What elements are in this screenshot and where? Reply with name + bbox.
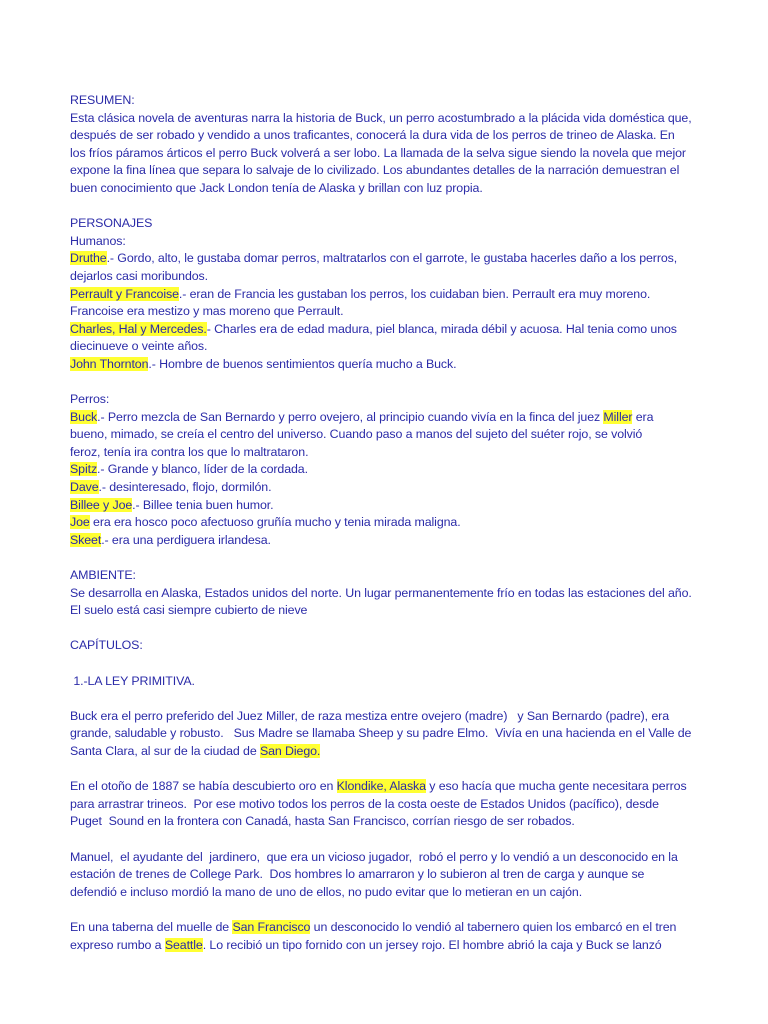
character-name-highlight: Perrault y Francoise	[70, 286, 179, 301]
resumen-line: los fríos páramos árticos el perro Buck volverá a ser lobo. La llamada de la selva sigue siendo la novela que mejor	[70, 145, 686, 160]
place-name-highlight: Miller	[603, 409, 633, 424]
character-entry	[70, 461, 720, 479]
paragraph-line	[70, 937, 720, 955]
humanos-label: Humanos:	[70, 233, 126, 248]
character-name-highlight: Billee y Joe	[70, 497, 133, 512]
paragraph-line: grande, saludable y robusto. Sus Madre se llamaba Sheep y su padre Elmo. Vivía en una hacienda en el Valle de	[70, 726, 692, 741]
character-entry	[70, 286, 720, 304]
paragraph-line: Manuel, el ayudante del jardinero, que era un vicioso jugador, robó el perro y lo vendió a un desconocido en la	[70, 849, 678, 864]
character-description: - Charles era de edad madura, piel blanca, mirada débil y acuosa. Hal tenia como unos	[206, 321, 677, 336]
character-entry	[70, 356, 720, 374]
paragraph-line: estación de trenes de College Park. Dos hombres lo amarraron y lo subieron al tren de carga y aunque se	[70, 867, 645, 882]
chapter-paragraph	[70, 849, 720, 902]
character-name-highlight: Charles, Hal y Mercedes.	[70, 321, 207, 336]
character-description: dejarlos casi moribundos.	[70, 268, 208, 283]
resumen-line: después de ser robado y vendido a unos traficantes, conocerá la dura vida de los perros de trineo de Alaska. En	[70, 128, 675, 143]
paragraph-line: para arrastrar trineos. Por ese motivo todos los perros de la costa oeste de Estados Unidos (pacífico), desde	[70, 796, 659, 811]
character-name-highlight: Buck	[70, 409, 98, 424]
capitulos-heading: CAPÍTULOS:	[70, 638, 143, 653]
ambiente-section	[70, 567, 720, 620]
character-entry	[70, 409, 720, 427]
character-description: .- Perro mezcla de San Bernardo y perro ovejero, al principio cuando vivía en la finca del juez	[97, 409, 604, 424]
character-description: .- era una perdiguera irlandesa.	[101, 532, 271, 547]
chapter-paragraph	[70, 919, 720, 954]
character-description: bueno, mimado, se creía el centro del universo. Cuando paso a manos del sujeto del suéter rojo, se volvió	[70, 427, 643, 442]
paragraph-text: Santa Clara, al sur de la ciudad de	[70, 743, 260, 758]
paragraph-text: En el otoño de 1887 se había descubierto oro en	[70, 779, 337, 794]
paragraph-line	[70, 778, 720, 796]
character-description: Francoise era mestizo y mas moreno que Perrault.	[70, 304, 344, 319]
paragraph-text: expreso rumbo a	[70, 937, 165, 952]
chapter-paragraph	[70, 708, 720, 761]
paragraph-line	[70, 743, 720, 761]
character-entry	[70, 479, 720, 497]
paragraph-text: y eso hacía que mucha gente necesitara perros	[425, 779, 687, 794]
character-entry	[70, 497, 720, 515]
character-description: .- eran de Francia les gustaban los perros, los cuidaban bien. Perrault era muy moreno.	[178, 286, 651, 301]
character-description: .- Grande y blanco, líder de la cordada.	[97, 462, 308, 477]
perros-label: Perros:	[70, 392, 110, 407]
resumen-heading: RESUMEN:	[70, 93, 135, 107]
character-name-highlight: Joe	[70, 515, 90, 530]
paragraph-text: un desconocido lo vendió al tabernero quien los embarcó en el tren	[310, 919, 677, 934]
chapter-paragraph	[70, 778, 720, 831]
place-name-highlight: Klondike, Alaska	[336, 779, 426, 794]
ambiente-line: El suelo está casi siempre cubierto de nieve	[70, 603, 308, 618]
character-description: .- Billee tenia buen humor.	[132, 497, 274, 512]
character-name-highlight: Skeet	[70, 532, 102, 547]
document-page	[70, 92, 720, 954]
character-name-highlight: Dave	[70, 480, 99, 495]
place-name-highlight: San Francisco	[232, 919, 311, 934]
place-name-highlight: Seattle	[164, 937, 203, 952]
character-entry	[70, 250, 720, 268]
paragraph-line: Puget Sound en la frontera con Canadá, hasta San Francisco, corrían riesgo de ser robados.	[70, 814, 575, 829]
character-entry	[70, 532, 720, 550]
character-description: feroz, tenía ira contra los que lo maltrataron.	[70, 444, 309, 459]
character-name-highlight: Druthe	[70, 251, 107, 266]
paragraph-line: defendió e incluso mordió la mano de uno de ellos, no pudo evitar que lo metieran en un cajón.	[70, 884, 583, 899]
capitulos-section	[70, 637, 720, 954]
paragraph-text: . Lo recibió un tipo fornido con un jersey rojo. El hombre abrió la caja y Buck se lanzó	[202, 937, 662, 952]
personajes-heading: PERSONAJES	[70, 216, 153, 231]
character-description: .- Gordo, alto, le gustaba domar perros, maltratarlos con el garrote, le gustaba hacerles daño a los perros,	[106, 251, 678, 266]
character-name-highlight: Spitz	[70, 462, 98, 477]
ambiente-heading: AMBIENTE:	[70, 568, 136, 583]
resumen-line: Esta clásica novela de aventuras narra la historia de Buck, un perro acostumbrado a la plácida vida doméstica que,	[70, 110, 692, 125]
character-entry	[70, 514, 720, 532]
character-description: era	[632, 409, 654, 424]
character-name-highlight: John Thornton	[70, 356, 149, 371]
resumen-section	[70, 92, 720, 198]
character-description: .- Hombre de buenos sentimientos quería mucho a Buck.	[148, 356, 457, 371]
resumen-line: buen conocimiento que Jack London tenía de Alaska y brillan con luz propia.	[70, 180, 483, 195]
chapter-title: 1.-LA LEY PRIMITIVA.	[70, 673, 195, 688]
paragraph-text: En una taberna del muelle de	[70, 919, 233, 934]
character-description: .- desinteresado, flojo, dormilón.	[98, 480, 272, 495]
paragraph-line: Buck era el perro preferido del Juez Miller, de raza mestiza entre ovejero (madre) y San Bernardo (padre), era	[70, 708, 669, 723]
ambiente-line: Se desarrolla en Alaska, Estados unidos del norte. Un lugar permanentemente frío en todas las estaciones del año.	[70, 585, 692, 600]
resumen-line: expone la fina línea que separa lo salvaje de lo civilizado. Los abundantes detalles de la narración demuestran el	[70, 163, 680, 178]
character-description: diecinueve o veinte años.	[70, 339, 208, 354]
character-entry	[70, 321, 720, 339]
place-name-highlight: San Diego.	[259, 743, 321, 758]
personajes-section	[70, 215, 720, 549]
paragraph-line	[70, 919, 720, 937]
character-description: era era hosco poco afectuoso gruñía mucho y tenia mirada maligna.	[89, 515, 461, 530]
